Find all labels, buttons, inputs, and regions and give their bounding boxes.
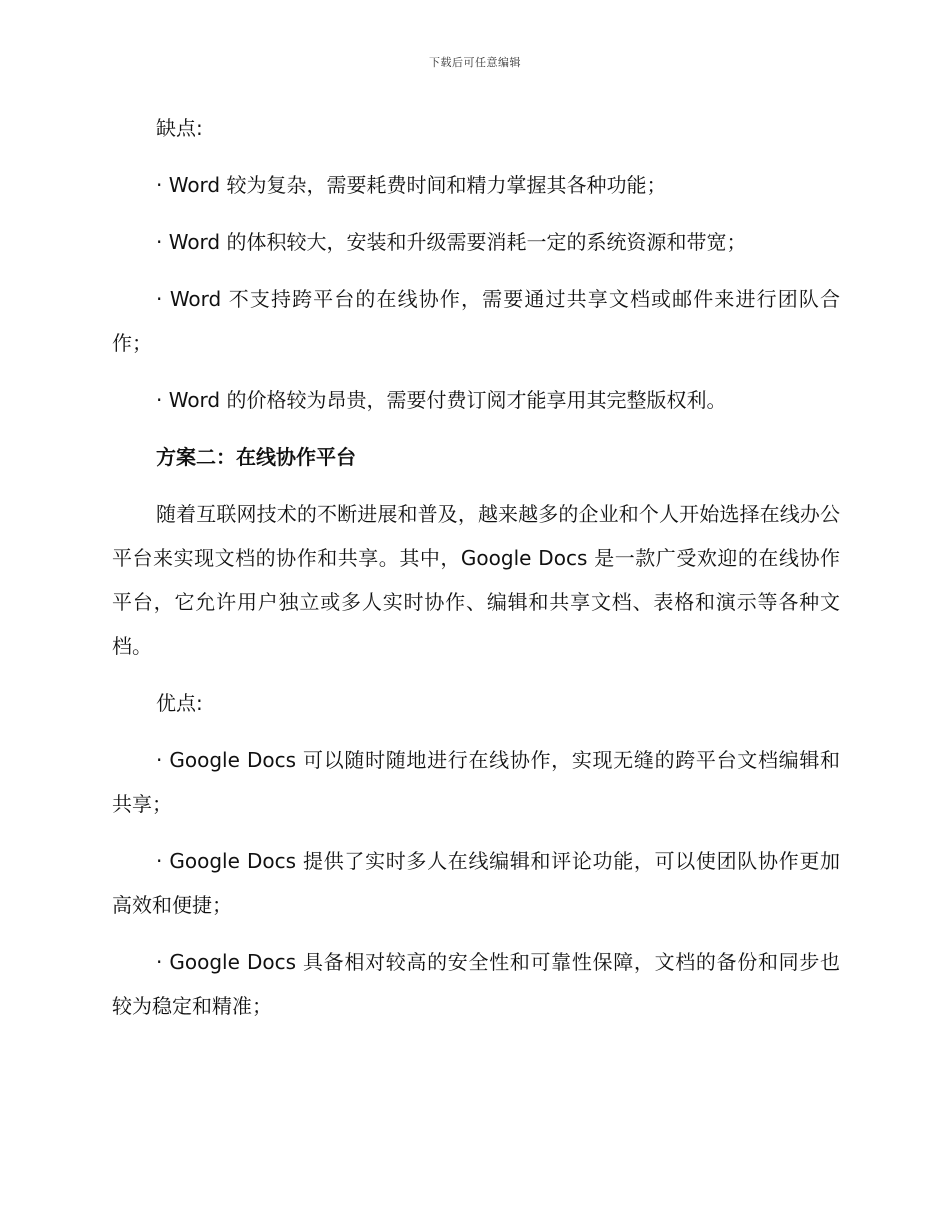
document-body [112, 106, 840, 1041]
page-header: 下载后可任意编辑 [429, 56, 521, 69]
cons-item-3: · Word 不支持跨平台的在线协作，需要通过共享文档或邮件来进行团队合作； [112, 287, 840, 355]
pros-label: 优点: [156, 691, 203, 715]
pros-item-1: · Google Docs 可以随时随地进行在线协作，实现无缝的跨平台文档编辑和共享； [112, 748, 840, 816]
pros-item-2: · Google Docs 提供了实时多人在线编辑和评论功能，可以使团队协作更加高效和便捷； [112, 849, 840, 917]
cons-item-1: · Word 较为复杂，需要耗费时间和精力掌握其各种功能； [156, 173, 667, 197]
cons-item-4: · Word 的价格较为昂贵，需要付费订阅才能享用其完整版权利。 [156, 388, 727, 412]
section-heading: 方案二：在线协作平台 [156, 445, 356, 469]
cons-label: 缺点: [156, 116, 203, 140]
pros-item-3: · Google Docs 具备相对较高的安全性和可靠性保障，文档的备份和同步也较为稳定和精准； [112, 950, 840, 1018]
cons-item-2: · Word 的体积较大，安装和升级需要消耗一定的系统资源和带宽； [156, 230, 747, 254]
intro-paragraph: 随着互联网技术的不断进展和普及，越来越多的企业和个人开始选择在线办公平台来实现文档的协作和共享。其中，Google Docs 是一款广受欢迎的在线协作平台，它允许用户独立或多人实时协作、编辑和共享文档、表格和演示等各种文档。 [112, 502, 840, 658]
